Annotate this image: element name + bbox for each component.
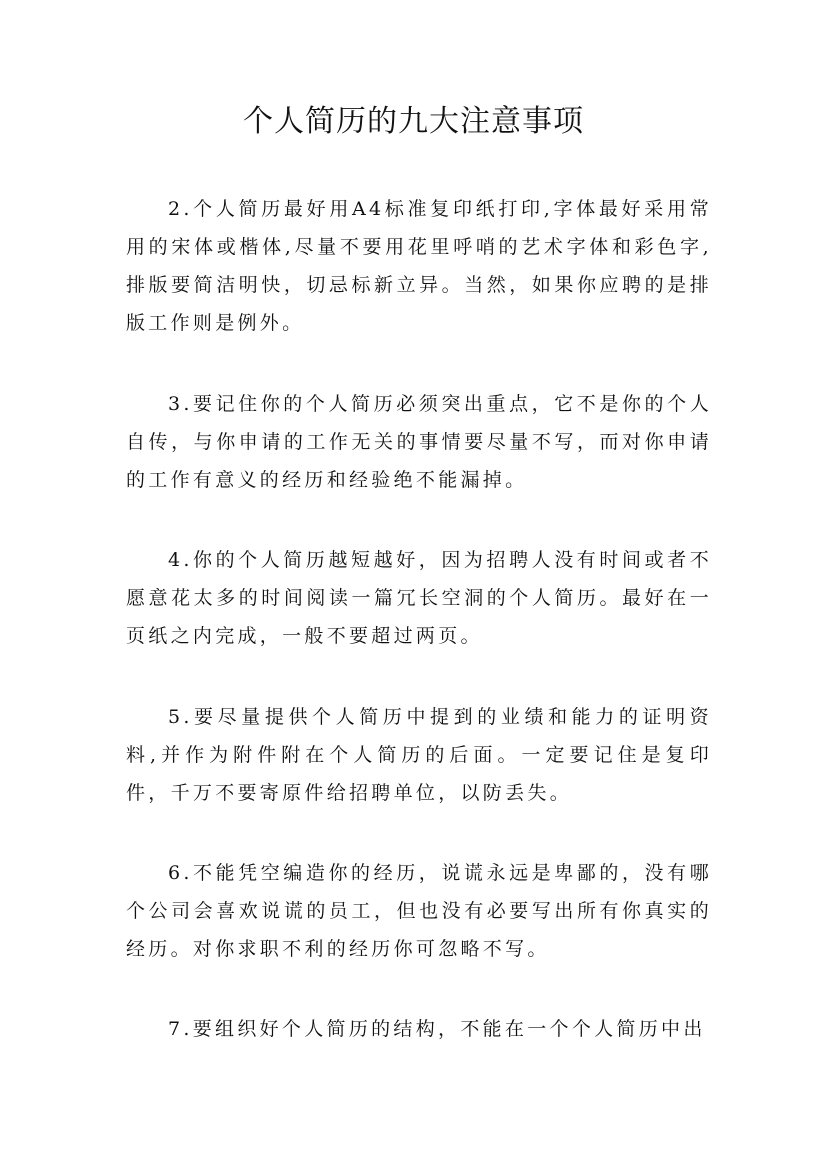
paragraph-tip-4: 4.你的个人简历越短越好，因为招聘人没有时间或者不愿意花太多的时间阅读一篇冗长空洞的个人简历。最好在一页纸之内完成，一般不要超过两页。 [126,549,712,647]
paragraph-tip-7: 7.要组织好个人简历的结构，不能在一个个人简历中出 [168,1018,706,1040]
paragraph-tip-6: 6.不能凭空编造你的经历，说谎永远是卑鄙的，没有哪个公司会喜欢说谎的员工，但也没有必要写出所有你真实的经历。对你求职不利的经历你可忽略不写。 [126,862,712,960]
paragraph-tip-2: 2.个人简历最好用A4标准复印纸打印,字体最好采用常用的宋体或楷体,尽量不要用花里呼哨的艺术字体和彩色字,排版要简洁明快，切忌标新立异。当然，如果你应聘的是排版工作则是例外。 [126,198,712,334]
document-title: 个人简历的九大注意事项 [243,104,584,139]
paragraph-tip-3: 3.要记住你的个人简历必须突出重点，它不是你的个人自传，与你申请的工作无关的事情要尽量不写，而对你申请的工作有意义的经历和经验绝不能漏掉。 [126,393,712,491]
paragraph-tip-5: 5.要尽量提供个人简历中提到的业绩和能力的证明资料,并作为附件附在个人简历的后面。一定要记住是复印件，千万不要寄原件给招聘单位，以防丢失。 [126,706,712,804]
